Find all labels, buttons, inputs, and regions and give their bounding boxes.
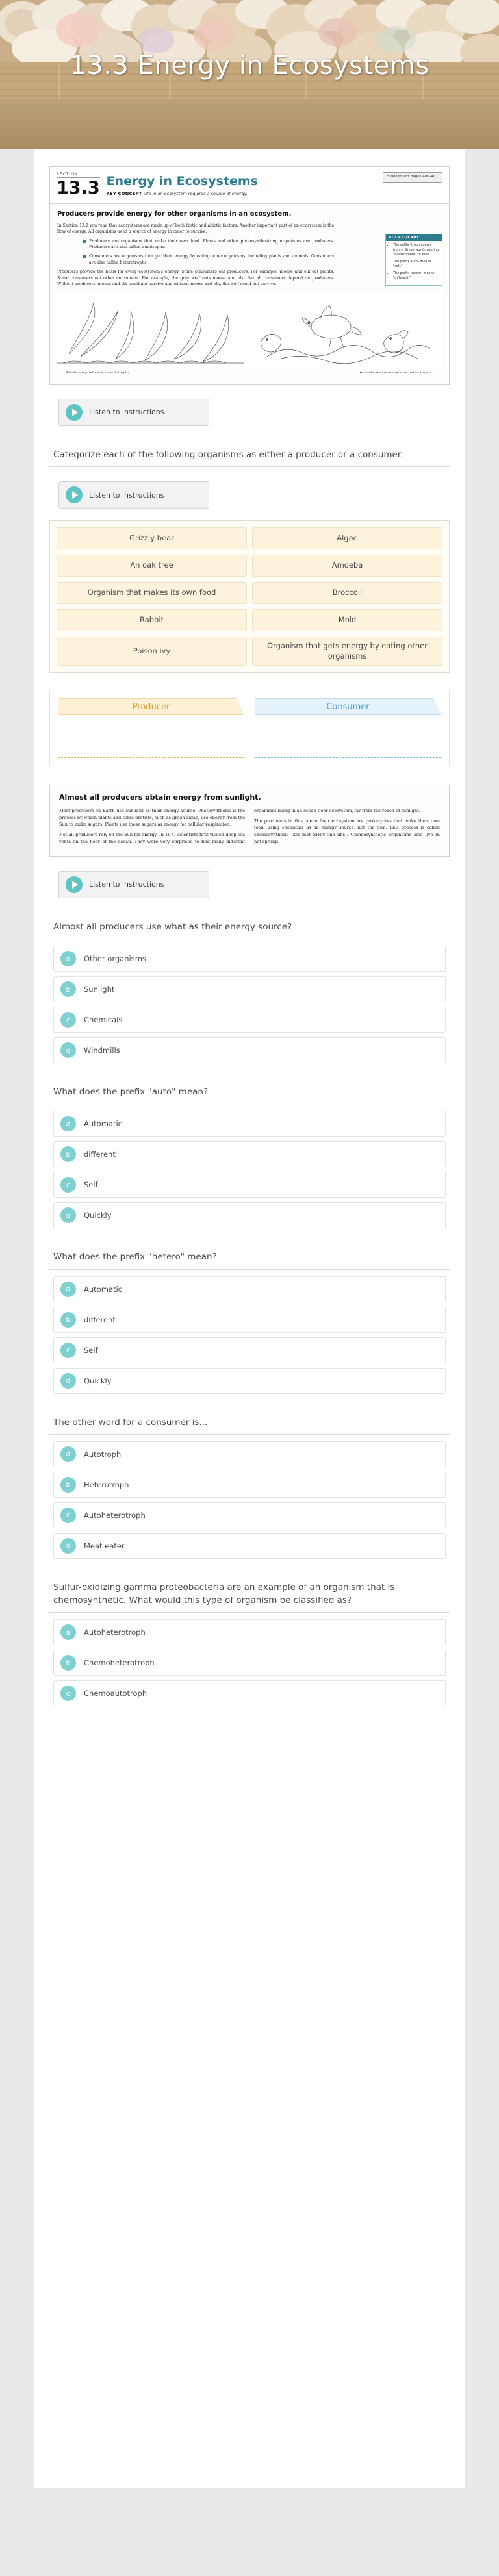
option-text: Chemicals xyxy=(84,1015,123,1025)
answer-option[interactable] xyxy=(53,1202,446,1228)
option-text: Quickly xyxy=(84,1376,112,1385)
categorize-prompt: Categorize each of the following organisms as either a producer or a consumer. xyxy=(49,448,450,467)
option-letter: a xyxy=(60,1282,76,1297)
seashell-art xyxy=(0,0,499,99)
answer-option[interactable] xyxy=(53,1441,446,1467)
word-chip[interactable]: Organism that gets energy by eating other organisms xyxy=(252,637,442,666)
vocabulary-item: • The prefix auto- means "self." xyxy=(393,260,439,270)
option-text: Heterotroph xyxy=(84,1480,129,1489)
answer-options xyxy=(49,1111,450,1228)
textbook2-paragraph: The producers in this ocean floor ecosystem are prokaryotes that make their own food, using chemicals as an energy source, not the Sun. This process is called chemosynthesis (kee-moh-SIHN-thih-sihs). Chemosynthetic organisms also live in hot springs. xyxy=(254,818,440,844)
option-text: Chemoautotroph xyxy=(84,1689,147,1698)
answer-option[interactable] xyxy=(53,1172,446,1198)
play-icon xyxy=(66,486,83,503)
textbook-bullet: Producers are organisms that make their own food. Plants and other photosynthesizing organisms are producers. Producers are also called autotrophs. xyxy=(83,238,334,251)
listen-button-label: Listen to instructions xyxy=(89,880,164,889)
drop-zone-producer-area[interactable] xyxy=(58,718,244,758)
illustration-caption-right: Animals are consumers, or heterotrophs. xyxy=(359,370,433,375)
answer-option[interactable] xyxy=(53,1619,446,1645)
option-text: Meat eater xyxy=(84,1541,125,1550)
textbook-excerpt-1 xyxy=(49,166,450,385)
drop-zone-container xyxy=(49,690,450,766)
answer-option[interactable] xyxy=(53,1276,446,1302)
option-letter: a xyxy=(60,1446,76,1462)
answer-option[interactable] xyxy=(53,1502,446,1528)
question-block-4 xyxy=(49,1416,450,1559)
option-letter: b xyxy=(60,1312,76,1328)
word-chip[interactable]: Rabbit xyxy=(57,609,247,631)
textbook-paragraph: Producers provide the basis for every ecosystem's energy. Some consumers eat producers. For example, moose and elk eat plants. Some consumers eat other consumers. For example, the grey wolf eats moose and elk. But all consumers depend on producers. Without producers, moose and elk could not survive and without moose and elk, the wolf could not survive. xyxy=(57,270,335,287)
textbook-title: Energy in Ecosystems xyxy=(106,174,259,188)
option-text: different xyxy=(84,1150,116,1159)
word-chip[interactable]: Mold xyxy=(252,609,442,631)
textbook-subheading: Producers provide energy for other organisms in an ecosystem. xyxy=(57,210,292,218)
illustration-caption-left: Plants are producers, or autotrophs. xyxy=(66,370,131,375)
student-text-reference: Student text pages 406–407 xyxy=(383,172,442,183)
question-text: Sulfur-oxidizing gamma proteobacteria are an example of an organism that is chemosynthetic. What would this type of organism be classified as? xyxy=(49,1581,450,1613)
word-chip[interactable]: Poison ivy xyxy=(57,637,247,666)
answer-options xyxy=(49,1441,450,1559)
option-text: Autotroph xyxy=(84,1449,122,1459)
vocabulary-item: • The suffix -troph comes from a Greek word meaning "nourishment" or food. xyxy=(393,243,439,258)
answer-option[interactable] xyxy=(53,1650,446,1676)
answer-option[interactable] xyxy=(53,1368,446,1394)
option-text: Automatic xyxy=(84,1119,122,1129)
option-letter: c xyxy=(60,1012,76,1028)
option-text: Sunlight xyxy=(84,985,115,994)
drop-zone-consumer-area[interactable] xyxy=(255,718,441,758)
answer-option[interactable] xyxy=(53,1533,446,1559)
drop-zone-producer-label: Producer xyxy=(58,698,244,715)
option-letter: d xyxy=(60,1373,76,1389)
answer-option[interactable] xyxy=(53,1307,446,1333)
textbook-illustration xyxy=(57,292,442,370)
option-letter: b xyxy=(60,1655,76,1671)
textbook-excerpt-2 xyxy=(49,785,450,857)
answer-option[interactable] xyxy=(53,1007,446,1033)
word-chip[interactable]: Grizzly bear xyxy=(57,527,247,549)
listen-to-instructions-button-1[interactable] xyxy=(58,399,209,426)
option-letter: c xyxy=(60,1177,76,1193)
textbook-body-column xyxy=(57,223,334,288)
question-block-5 xyxy=(49,1581,450,1707)
question-text: What does the prefix "auto" mean? xyxy=(49,1085,450,1104)
option-letter: c xyxy=(60,1343,76,1358)
seashell-decoration xyxy=(0,0,499,97)
option-letter: c xyxy=(60,1508,76,1523)
option-text: different xyxy=(84,1315,116,1324)
drop-zone-producer[interactable] xyxy=(58,698,244,758)
answer-option[interactable] xyxy=(53,1680,446,1706)
answer-option[interactable] xyxy=(53,1111,446,1137)
option-text: Other organisms xyxy=(84,954,146,964)
option-letter: b xyxy=(60,1146,76,1162)
option-text: Self xyxy=(84,1345,98,1355)
page-banner xyxy=(0,0,499,149)
option-letter: c xyxy=(60,1686,76,1701)
word-chip[interactable]: Organism that makes its own food xyxy=(57,582,247,604)
answer-option[interactable] xyxy=(53,976,446,1002)
answer-option[interactable] xyxy=(53,1141,446,1167)
question-block-3 xyxy=(49,1250,450,1393)
option-letter: d xyxy=(60,1207,76,1223)
worksheet-card xyxy=(34,149,465,2488)
section-number-block xyxy=(57,172,100,197)
vocabulary-box xyxy=(385,234,442,286)
option-text: Automatic xyxy=(84,1284,122,1294)
option-letter: d xyxy=(60,1042,76,1058)
textbook-paragraph: In Section 13.2 you read that ecosystems are made up of both biotic and abiotic factors. Another important part of an ecosystem is the flow of energy. All organisms need a source of energy in order to survive. xyxy=(57,223,335,234)
ecosystem-sketch xyxy=(57,292,442,370)
listen-button-label: Listen to instructions xyxy=(89,408,164,417)
option-text: Windmills xyxy=(84,1046,120,1055)
option-text: Autoheterotroph xyxy=(84,1628,146,1637)
section-number: 13.3 xyxy=(57,178,100,198)
option-letter: a xyxy=(60,1624,76,1640)
word-chip[interactable]: An oak tree xyxy=(57,555,247,577)
listen-button-label: Listen to instructions xyxy=(89,490,164,499)
key-concept-label: KEY CONCEPT xyxy=(106,190,142,196)
textbook2-heading: Almost all producers obtain energy from sunlight. xyxy=(59,793,261,802)
answer-option[interactable] xyxy=(53,1037,446,1063)
question-block-1 xyxy=(49,920,450,1063)
answer-option[interactable] xyxy=(53,1337,446,1363)
option-letter: b xyxy=(60,1477,76,1493)
question-block-2 xyxy=(49,1085,450,1228)
vocabulary-header: VOCABULARY xyxy=(386,234,442,241)
answer-option[interactable] xyxy=(53,1472,446,1498)
play-icon xyxy=(66,876,83,893)
listen-to-instructions-button-3[interactable] xyxy=(58,871,209,898)
answer-option[interactable] xyxy=(53,946,446,972)
section-label: SECTION xyxy=(57,172,100,178)
word-chip[interactable]: Broccoli xyxy=(252,582,442,604)
play-icon xyxy=(66,404,83,421)
textbook-bullet: Consumers are organisms that get their energy by eating other organisms, including plants and animals. Consumers are also called heterotrophs. xyxy=(83,253,334,266)
listen-to-instructions-button-2[interactable] xyxy=(58,481,209,509)
option-letter: d xyxy=(60,1538,76,1554)
option-letter: a xyxy=(60,951,76,966)
drop-zone-consumer[interactable] xyxy=(255,698,441,758)
option-text: Quickly xyxy=(84,1211,112,1220)
question-text: The other word for a consumer is... xyxy=(49,1416,450,1435)
drop-zone-consumer-label: Consumer xyxy=(255,698,441,715)
question-text: What does the prefix "hetero" mean? xyxy=(49,1250,450,1269)
textbook2-paragraph: Not all producers rely on the Sun for energy. In 1977 scientists first visited deep-sea vents on the floor of the ocean. They were very surprised to find many different organisms living in an ocean floor ecosystem, far from the reach of sunlight. xyxy=(59,808,420,844)
answer-options xyxy=(49,1276,450,1394)
word-chip[interactable]: Algae xyxy=(252,527,442,549)
textbook-header xyxy=(50,167,449,204)
key-concept-text: Life in an ecosystem requires a source of energy. xyxy=(143,190,248,196)
option-text: Autoheterotroph xyxy=(84,1510,146,1520)
option-text: Self xyxy=(84,1180,98,1190)
answer-options xyxy=(49,1619,450,1706)
textbook2-paragraph: Most producers on Earth use sunlight as their energy source. Photosynthesis is the process by which plants and some protists, such as green algae, use energy from the Sun to make sugars. Plants use these sugars as energy for cellular respiration. xyxy=(59,808,245,827)
answer-options xyxy=(49,946,450,1063)
textbook2-columns xyxy=(59,807,440,847)
option-text: Chemoheterotroph xyxy=(84,1658,155,1668)
textbook-bullet-list xyxy=(57,238,334,266)
option-letter: a xyxy=(60,1116,76,1131)
page-title: 13.3 Energy in Ecosystems xyxy=(70,51,429,81)
word-chip[interactable]: Amoeba xyxy=(252,555,442,577)
option-letter: b xyxy=(60,981,76,997)
question-text: Almost all producers use what as their energy source? xyxy=(49,920,450,939)
vocabulary-item: • The prefix hetero- means "different." xyxy=(393,271,439,281)
draggable-word-bank xyxy=(49,520,450,673)
